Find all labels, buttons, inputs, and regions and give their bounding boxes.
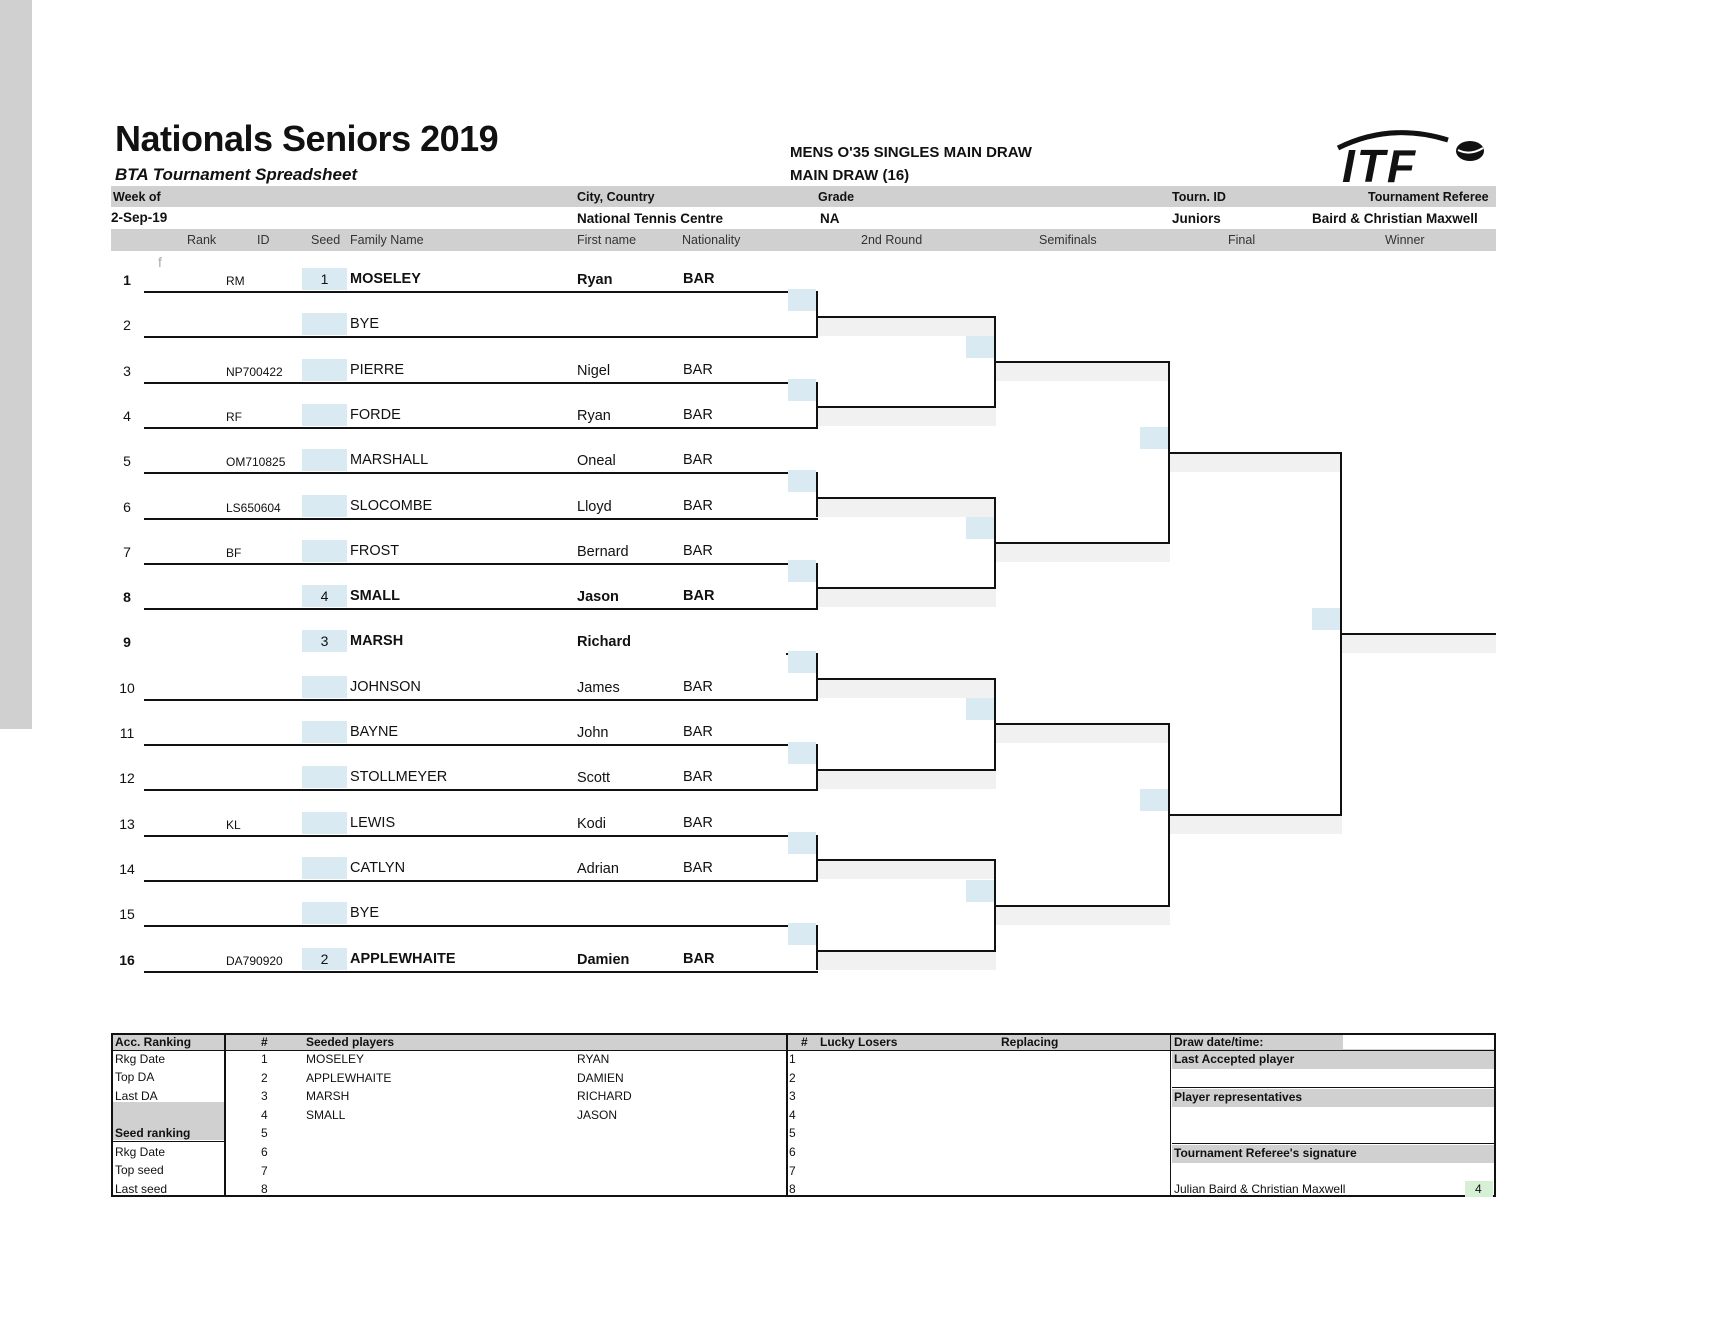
winner-field[interactable]: [1342, 633, 1496, 653]
final-score-field[interactable]: [1170, 452, 1342, 472]
player-line: [144, 291, 818, 293]
lucky-hash-header: #: [801, 1035, 808, 1049]
r2-score-box[interactable]: [966, 517, 994, 539]
player-reps-label: Player representatives: [1174, 1090, 1303, 1104]
r2-score-field[interactable]: [818, 316, 996, 336]
first-name: Kodi: [577, 815, 607, 832]
player-id: RM: [226, 274, 245, 288]
player-line: [144, 699, 818, 701]
seeded-first-name: JASON: [577, 1107, 618, 1122]
draw-position: 7: [123, 543, 131, 560]
itf-logo: [1330, 126, 1490, 186]
footer-col-divider-1: [224, 1035, 226, 1195]
lucky-loser-number: 8: [789, 1182, 796, 1197]
sf-score-box[interactable]: [1140, 789, 1168, 811]
lucky-losers-header: Lucky Losers: [820, 1035, 898, 1049]
replacing-header: Replacing: [1001, 1035, 1059, 1049]
sf-line: [996, 361, 1170, 363]
nationality: BAR: [683, 542, 713, 559]
col-final: Final: [1228, 233, 1256, 247]
player-line: [144, 518, 818, 520]
sf-score-box[interactable]: [1140, 427, 1168, 449]
col-winner: Winner: [1385, 233, 1425, 247]
family-name: STOLLMEYER: [350, 769, 448, 786]
seed-box[interactable]: [302, 540, 347, 562]
nationality: BAR: [683, 859, 713, 876]
nationality: BAR: [683, 769, 713, 786]
draw-datetime-label: Draw date/time:: [1174, 1035, 1264, 1049]
family-name: BYE: [350, 316, 380, 333]
col-family-name: Family Name: [350, 233, 424, 247]
r2-score-field[interactable]: [818, 587, 996, 607]
footer-col-divider-3: [1170, 1035, 1171, 1195]
draw-position: 14: [119, 860, 135, 877]
seed-box[interactable]: [302, 902, 347, 924]
player-reps-rule: [1172, 1143, 1494, 1144]
info-label-band: [111, 186, 1496, 207]
player-line: [144, 789, 818, 791]
family-name: APPLEWHAITE: [350, 950, 456, 967]
draw-position: 10: [119, 679, 135, 696]
nationality: BAR: [683, 814, 713, 831]
page-number: 4: [1475, 1182, 1482, 1196]
first-name: John: [577, 725, 609, 741]
seed-box[interactable]: [302, 857, 347, 879]
draw-position: 11: [119, 725, 135, 741]
nationality: BAR: [683, 588, 715, 605]
r2-line: [818, 316, 996, 318]
first-name: Oneal: [577, 453, 616, 470]
seed-hash-header: #: [261, 1035, 268, 1049]
footer-table: [111, 1033, 1496, 1197]
player-id: KL: [226, 817, 241, 832]
winner-line: [1342, 633, 1496, 635]
city-label: City, Country: [577, 190, 655, 204]
player-line: [144, 835, 818, 837]
family-name: LEWIS: [350, 814, 396, 831]
draw-position: 1: [123, 272, 131, 288]
seed-box[interactable]: [302, 359, 347, 381]
draw-position: 4: [123, 407, 131, 424]
seed-ranking-label: Seed ranking: [115, 1126, 191, 1140]
first-name: Scott: [577, 770, 611, 787]
lucky-loser-number: 4: [789, 1107, 796, 1122]
sf-score-field[interactable]: [996, 723, 1170, 743]
player-line: [144, 336, 818, 338]
draw-datetime-field[interactable]: [1343, 1035, 1494, 1049]
lucky-loser-number: 5: [789, 1126, 796, 1141]
final-score-box[interactable]: [1312, 608, 1340, 630]
draw-number-strip: [0, 0, 32, 729]
r2-score-field[interactable]: [818, 406, 996, 426]
lucky-loser-number: 1: [789, 1052, 796, 1066]
seeded-number: 4: [261, 1107, 268, 1122]
family-name: BYE: [350, 905, 380, 922]
seed-number: 2: [320, 950, 329, 967]
family-name: MOSELEY: [350, 271, 421, 287]
first-name: Jason: [577, 589, 619, 606]
r2-line: [818, 587, 996, 589]
player-line: [144, 382, 818, 384]
last-seed-label: Last seed: [115, 1182, 168, 1196]
r2-score-field[interactable]: [818, 769, 996, 789]
family-name: SMALL: [350, 588, 400, 605]
family-name: MARSH: [350, 633, 404, 650]
player-line: [144, 925, 818, 927]
acc-ranking-label: Acc. Ranking: [115, 1035, 192, 1049]
draw-position: 12: [119, 770, 135, 787]
seed-box[interactable]: [302, 313, 347, 335]
r2-score-box[interactable]: [966, 880, 994, 902]
draw-position: 13: [119, 815, 135, 832]
sf-line: [996, 723, 1170, 725]
seeded-number: 2: [261, 1070, 268, 1085]
first-name: Richard: [577, 634, 631, 651]
player-id: DA790920: [226, 953, 283, 968]
seed-box[interactable]: [302, 676, 347, 698]
r2-line: [818, 950, 996, 952]
seeded-first-name: RICHARD: [577, 1089, 632, 1104]
nationality: BAR: [683, 724, 713, 740]
r2-line: [818, 859, 996, 861]
player-id: RF: [226, 409, 242, 424]
final-score-field[interactable]: [1170, 814, 1342, 834]
player-line: [144, 563, 818, 565]
seed-number: 4: [320, 588, 329, 605]
tourn-id-label: Tourn. ID: [1172, 190, 1226, 204]
family-name: FORDE: [350, 406, 401, 423]
seed-box[interactable]: [302, 404, 347, 426]
last-accepted-rule: [1172, 1087, 1494, 1088]
first-name: Damien: [577, 951, 630, 968]
rkg-date-2-label: Rkg Date: [115, 1145, 166, 1159]
r2-line: [818, 678, 996, 680]
player-line: [144, 472, 818, 474]
seeded-number: 5: [261, 1126, 268, 1141]
week-label: Week of: [113, 190, 161, 204]
r2-score-box[interactable]: [966, 698, 994, 720]
ref-signature-label: Tournament Referee's signature: [1174, 1146, 1357, 1160]
first-name: Nigel: [577, 362, 611, 379]
sf-line: [996, 905, 1170, 907]
seeded-family-name: MOSELEY: [306, 1052, 365, 1066]
first-name: Bernard: [577, 543, 629, 560]
final-line: [1170, 452, 1342, 454]
col-second-round: 2nd Round: [861, 233, 923, 247]
r2-line: [818, 406, 996, 408]
col-semifinals: Semifinals: [1039, 233, 1097, 247]
r2-score-field[interactable]: [818, 678, 996, 698]
player-line: [144, 608, 818, 610]
family-name: PIERRE: [350, 361, 404, 378]
seed-box[interactable]: [302, 812, 347, 834]
seeded-first-name: RYAN: [577, 1052, 610, 1066]
r1-score-box[interactable]: [788, 560, 816, 582]
draw-name: MAIN DRAW (16): [790, 167, 910, 184]
sf-score-field[interactable]: [996, 361, 1170, 381]
family-name: JOHNSON: [350, 678, 421, 695]
nationality: BAR: [683, 497, 713, 514]
first-name: Ryan: [577, 407, 611, 424]
sf-line: [996, 542, 1170, 544]
col-first-name: First name: [577, 233, 637, 247]
family-name: SLOCOMBE: [350, 497, 433, 514]
grade-value: NA: [820, 211, 840, 226]
last-da-label: Last DA: [115, 1089, 158, 1103]
player-line: [144, 971, 818, 973]
r2-score-box[interactable]: [966, 336, 994, 358]
final-line: [1170, 814, 1342, 816]
col-rank: Rank: [187, 233, 217, 247]
col-seed: Seed: [311, 233, 341, 247]
nationality: BAR: [683, 361, 713, 378]
seeded-number: 1: [261, 1052, 268, 1066]
first-name: Ryan: [577, 272, 613, 288]
nationality: BAR: [683, 271, 715, 287]
nationality: BAR: [683, 452, 713, 469]
nationality: BAR: [683, 678, 713, 695]
r2-score-field[interactable]: [818, 859, 996, 879]
sf-score-field[interactable]: [996, 542, 1170, 562]
top-seed-label: Top seed: [115, 1163, 164, 1177]
player-line: [144, 427, 818, 429]
family-name: BAYNE: [350, 724, 399, 740]
player-line: [144, 744, 818, 746]
first-name: Lloyd: [577, 498, 612, 515]
page-title: Nationals Seniors 2019: [115, 118, 499, 159]
event-name: MENS O'35 SINGLES MAIN DRAW: [790, 144, 1032, 161]
ref-signature-names: Julian Baird & Christian Maxwell: [1174, 1182, 1346, 1196]
seeded-number: 6: [261, 1145, 268, 1159]
seeded-number: 3: [261, 1089, 268, 1104]
tourn-id-value: Juniors: [1172, 211, 1221, 226]
draw-position: 5: [123, 453, 131, 470]
draw-position: 16: [119, 951, 135, 968]
footer-col-divider-2: [786, 1035, 788, 1195]
seed-number: 3: [320, 633, 329, 650]
seeded-number: 8: [261, 1182, 268, 1197]
faint-mark: f: [158, 254, 162, 270]
seed-ranking-rule: [113, 1141, 224, 1142]
player-id: NP700422: [226, 364, 283, 379]
r1-score-box[interactable]: [788, 379, 816, 401]
referee-value: Baird & Christian Maxwell: [1312, 211, 1478, 226]
seed-box[interactable]: [302, 721, 347, 743]
draw-position: 3: [123, 362, 131, 379]
r2-line: [818, 769, 996, 771]
rkg-date-label: Rkg Date: [115, 1052, 166, 1066]
first-name: Adrian: [577, 860, 619, 877]
r1-score-box[interactable]: [788, 470, 816, 492]
seeded-first-name: DAMIEN: [577, 1070, 624, 1085]
seed-box[interactable]: [302, 495, 347, 517]
player-line: [144, 880, 818, 882]
week-value: 2-Sep-19: [111, 210, 168, 225]
sf-score-field[interactable]: [996, 905, 1170, 925]
player-id: LS650604: [226, 500, 281, 515]
seeded-number: 7: [261, 1163, 268, 1178]
seeded-family-name: APPLEWHAITE: [306, 1070, 392, 1085]
r1-score-box[interactable]: [788, 742, 816, 764]
seed-box[interactable]: [302, 449, 347, 471]
family-name: FROST: [350, 542, 400, 559]
r1-score-box[interactable]: [788, 923, 816, 945]
col-nationality: Nationality: [682, 233, 741, 247]
col-id: ID: [257, 233, 270, 247]
top-da-label: Top DA: [115, 1070, 155, 1084]
draw-position: 15: [119, 906, 135, 923]
r2-score-field[interactable]: [818, 950, 996, 970]
grade-label: Grade: [818, 190, 855, 204]
footer-header-rule: [113, 1050, 1494, 1051]
family-name: CATLYN: [350, 859, 406, 876]
player-id: OM710825: [226, 455, 286, 470]
draw-position: 6: [123, 498, 131, 515]
lucky-loser-number: 2: [789, 1070, 796, 1085]
city-value: National Tennis Centre: [577, 211, 724, 226]
itf-logo-text: ITF: [1342, 140, 1417, 186]
first-name: James: [577, 679, 620, 696]
lucky-loser-number: 6: [789, 1145, 796, 1159]
family-name: MARSHALL: [350, 452, 429, 469]
nationality: BAR: [683, 406, 713, 423]
draw-position: 9: [123, 634, 131, 651]
seeded-family-name: MARSH: [306, 1089, 350, 1104]
nationality: BAR: [683, 950, 715, 967]
draw-position: 8: [123, 589, 131, 606]
seeded-players-header: Seeded players: [306, 1035, 395, 1049]
seed-number: 1: [320, 271, 329, 287]
page-subtitle: BTA Tournament Spreadsheet: [115, 165, 358, 184]
draw-position: 2: [123, 317, 131, 334]
seeded-family-name: SMALL: [306, 1107, 346, 1122]
lucky-loser-number: 3: [789, 1089, 796, 1104]
player-id: BF: [226, 545, 242, 560]
seed-box[interactable]: [302, 766, 347, 788]
r2-score-field[interactable]: [818, 497, 996, 517]
last-accepted-label: Last Accepted player: [1174, 1052, 1295, 1066]
r1-score-box[interactable]: [788, 651, 816, 673]
referee-label: Tournament Referee: [1368, 190, 1489, 204]
lucky-loser-number: 7: [789, 1163, 796, 1178]
r2-line: [818, 497, 996, 499]
r1-score-box[interactable]: [788, 289, 816, 311]
r1-score-box[interactable]: [788, 832, 816, 854]
